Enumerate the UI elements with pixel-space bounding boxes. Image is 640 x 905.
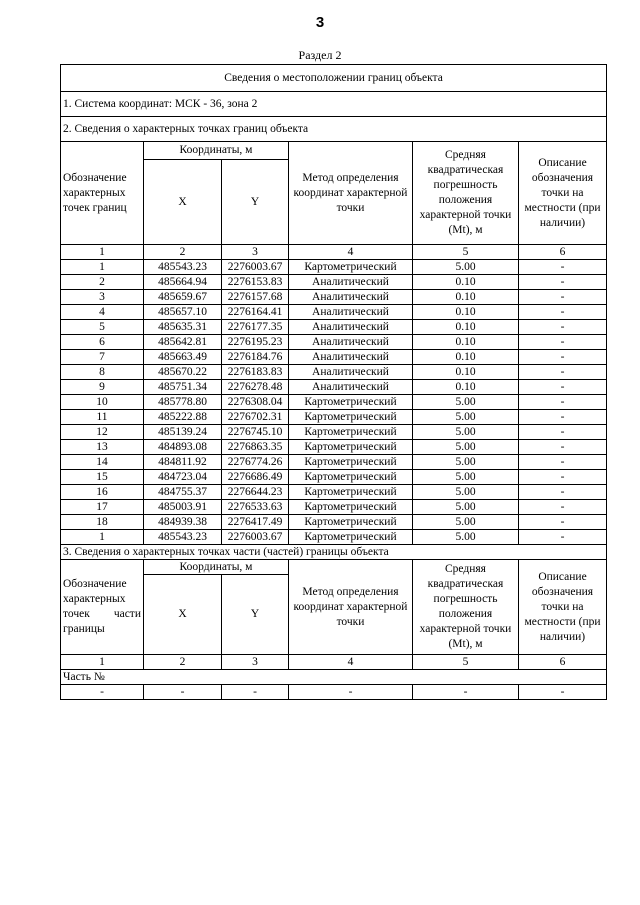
- point-x: 484939.38: [144, 515, 222, 530]
- point-mt: 5.00: [413, 515, 519, 530]
- point-y: 2276686.49: [222, 470, 289, 485]
- point-x: 485543.23: [144, 260, 222, 275]
- point-method: Картометрический: [289, 410, 413, 425]
- column-number: 2: [144, 655, 222, 670]
- coordinate-system: 1. Система координат: МСК - 36, зона 2: [61, 92, 607, 117]
- point-mt: 0.10: [413, 365, 519, 380]
- point-mt: 5.00: [413, 260, 519, 275]
- point-method: Картометрический: [289, 395, 413, 410]
- point-y: 2276417.49: [222, 515, 289, 530]
- point-n: 9: [61, 380, 144, 395]
- point-n: 12: [61, 425, 144, 440]
- header-y: Y: [222, 160, 289, 245]
- parts-header-y: Y: [222, 575, 289, 655]
- table-row: [61, 425, 607, 440]
- point-desc: -: [519, 455, 607, 470]
- point-n: 13: [61, 440, 144, 455]
- column-number: 2: [144, 245, 222, 260]
- column-number: 3: [222, 655, 289, 670]
- point-method: Картометрический: [289, 440, 413, 455]
- points-section-title: 2. Сведения о характерных точках границ объекта: [61, 117, 607, 142]
- point-n: 1: [61, 530, 144, 545]
- section-label: Раздел 2: [298, 48, 342, 62]
- point-method: Картометрический: [289, 425, 413, 440]
- point-desc: -: [519, 320, 607, 335]
- point-mt: 5.00: [413, 425, 519, 440]
- point-method: Картометрический: [289, 515, 413, 530]
- point-desc: -: [519, 530, 607, 545]
- point-n: 14: [61, 455, 144, 470]
- table-row: [61, 440, 607, 455]
- point-mt: 5.00: [413, 455, 519, 470]
- column-number: 6: [519, 245, 607, 260]
- table-row: [61, 260, 607, 275]
- point-y: 2276863.35: [222, 440, 289, 455]
- point-y: 2276157.68: [222, 290, 289, 305]
- point-x: 484811.92: [144, 455, 222, 470]
- point-method: Картометрический: [289, 455, 413, 470]
- point-y: 2276184.76: [222, 350, 289, 365]
- point-n: 7: [61, 350, 144, 365]
- point-desc: -: [519, 305, 607, 320]
- parts-header-x: X: [144, 575, 222, 655]
- parts-header-coordinates: Координаты, м: [144, 560, 289, 575]
- point-mt: 5.00: [413, 530, 519, 545]
- point-mt: 5.00: [413, 485, 519, 500]
- table-row: [61, 515, 607, 530]
- header-error: Средняя квадратическая погрешность положения характерной точки (Mt), м: [413, 142, 519, 245]
- point-mt: 0.10: [413, 320, 519, 335]
- point-mt: 0.10: [413, 335, 519, 350]
- point-x: 484723.04: [144, 470, 222, 485]
- point-x: 485642.81: [144, 335, 222, 350]
- point-desc: -: [519, 395, 607, 410]
- point-y: 2276003.67: [222, 530, 289, 545]
- column-number: 5: [413, 655, 519, 670]
- boundary-table: [60, 64, 607, 700]
- point-n: 11: [61, 410, 144, 425]
- table-row: [61, 500, 607, 515]
- point-x: 485139.24: [144, 425, 222, 440]
- point-y: 2276644.23: [222, 485, 289, 500]
- parts-header-description: Описание обозначения точки на местности (при наличии): [519, 560, 607, 655]
- column-number: 4: [289, 655, 413, 670]
- point-method: Картометрический: [289, 500, 413, 515]
- part-n: -: [61, 685, 144, 700]
- point-desc: -: [519, 440, 607, 455]
- point-n: 6: [61, 335, 144, 350]
- point-mt: 5.00: [413, 410, 519, 425]
- point-y: 2276702.31: [222, 410, 289, 425]
- header-description: Описание обозначения точки на местности (при наличии): [519, 142, 607, 245]
- point-mt: 5.00: [413, 470, 519, 485]
- point-method: Аналитический: [289, 305, 413, 320]
- point-n: 15: [61, 470, 144, 485]
- header-designation: Обозначение характерных точек границ: [61, 142, 144, 245]
- part-method: -: [289, 685, 413, 700]
- column-number: 4: [289, 245, 413, 260]
- point-y: 2276774.26: [222, 455, 289, 470]
- point-mt: 5.00: [413, 440, 519, 455]
- table-row: [61, 530, 607, 545]
- point-x: 484755.37: [144, 485, 222, 500]
- page-number: 3: [315, 14, 325, 31]
- point-mt: 0.10: [413, 290, 519, 305]
- point-x: 485778.80: [144, 395, 222, 410]
- point-n: 18: [61, 515, 144, 530]
- header-x: X: [144, 160, 222, 245]
- table-row: [61, 485, 607, 500]
- point-mt: 0.10: [413, 380, 519, 395]
- part-desc: -: [519, 685, 607, 700]
- part-mt: -: [413, 685, 519, 700]
- table-title: Сведения о местоположении границ объекта: [61, 65, 607, 92]
- point-mt: 5.00: [413, 500, 519, 515]
- point-y: 2276003.67: [222, 260, 289, 275]
- column-number: 3: [222, 245, 289, 260]
- point-mt: 0.10: [413, 350, 519, 365]
- column-number: 1: [61, 655, 144, 670]
- point-y: 2276195.23: [222, 335, 289, 350]
- column-number: 6: [519, 655, 607, 670]
- point-x: 484893.08: [144, 440, 222, 455]
- header-method: Метод определения координат характерной точки: [289, 142, 413, 245]
- table-row: [61, 335, 607, 350]
- point-x: 485659.67: [144, 290, 222, 305]
- point-method: Картометрический: [289, 530, 413, 545]
- point-method: Аналитический: [289, 335, 413, 350]
- point-x: 485664.94: [144, 275, 222, 290]
- point-desc: -: [519, 335, 607, 350]
- point-y: 2276745.10: [222, 425, 289, 440]
- point-x: 485751.34: [144, 380, 222, 395]
- table-row: [61, 455, 607, 470]
- header-coordinates: Координаты, м: [144, 142, 289, 160]
- point-n: 16: [61, 485, 144, 500]
- point-desc: -: [519, 410, 607, 425]
- point-x: 485670.22: [144, 365, 222, 380]
- point-desc: -: [519, 260, 607, 275]
- point-n: 10: [61, 395, 144, 410]
- parts-section-title: 3. Сведения о характерных точках части (частей) границы объекта: [61, 545, 607, 560]
- point-y: 2276177.35: [222, 320, 289, 335]
- point-n: 8: [61, 365, 144, 380]
- point-y: 2276183.83: [222, 365, 289, 380]
- parts-header-method: Метод определения координат характерной точки: [289, 560, 413, 655]
- table-row: [61, 395, 607, 410]
- point-n: 17: [61, 500, 144, 515]
- parts-header-designation: Обозначение характерных точек части границы: [61, 560, 144, 655]
- column-numbers-row: [61, 245, 607, 260]
- table-row: [61, 365, 607, 380]
- point-method: Аналитический: [289, 275, 413, 290]
- point-desc: -: [519, 500, 607, 515]
- parts-header-error: Средняя квадратическая погрешность положения характерной точки (Mt), м: [413, 560, 519, 655]
- point-desc: -: [519, 365, 607, 380]
- point-method: Картометрический: [289, 485, 413, 500]
- point-x: 485663.49: [144, 350, 222, 365]
- table-row: [61, 320, 607, 335]
- table-row: [61, 275, 607, 290]
- point-n: 3: [61, 290, 144, 305]
- point-n: 2: [61, 275, 144, 290]
- point-x: 485543.23: [144, 530, 222, 545]
- point-desc: -: [519, 350, 607, 365]
- point-y: 2276278.48: [222, 380, 289, 395]
- point-n: 4: [61, 305, 144, 320]
- point-desc: -: [519, 275, 607, 290]
- point-method: Аналитический: [289, 290, 413, 305]
- part-label: Часть №: [61, 670, 607, 685]
- point-n: 5: [61, 320, 144, 335]
- part-y: -: [222, 685, 289, 700]
- parts-column-numbers-row: [61, 655, 607, 670]
- point-method: Картометрический: [289, 260, 413, 275]
- point-method: Аналитический: [289, 320, 413, 335]
- point-desc: -: [519, 515, 607, 530]
- table-row: [61, 685, 607, 700]
- point-x: 485003.91: [144, 500, 222, 515]
- point-method: Аналитический: [289, 365, 413, 380]
- point-desc: -: [519, 380, 607, 395]
- column-number: 5: [413, 245, 519, 260]
- table-row: [61, 380, 607, 395]
- point-x: 485222.88: [144, 410, 222, 425]
- point-desc: -: [519, 290, 607, 305]
- point-mt: 5.00: [413, 395, 519, 410]
- point-desc: -: [519, 425, 607, 440]
- point-method: Аналитический: [289, 380, 413, 395]
- point-y: 2276308.04: [222, 395, 289, 410]
- table-row: [61, 350, 607, 365]
- point-y: 2276164.41: [222, 305, 289, 320]
- point-mt: 0.10: [413, 305, 519, 320]
- table-row: [61, 470, 607, 485]
- point-y: 2276533.63: [222, 500, 289, 515]
- table-row: [61, 290, 607, 305]
- point-y: 2276153.83: [222, 275, 289, 290]
- point-n: 1: [61, 260, 144, 275]
- table-row: [61, 305, 607, 320]
- part-x: -: [144, 685, 222, 700]
- point-mt: 0.10: [413, 275, 519, 290]
- point-x: 485657.10: [144, 305, 222, 320]
- point-method: Картометрический: [289, 470, 413, 485]
- column-number: 1: [61, 245, 144, 260]
- table-row: [61, 410, 607, 425]
- point-desc: -: [519, 470, 607, 485]
- point-method: Аналитический: [289, 350, 413, 365]
- point-desc: -: [519, 485, 607, 500]
- point-x: 485635.31: [144, 320, 222, 335]
